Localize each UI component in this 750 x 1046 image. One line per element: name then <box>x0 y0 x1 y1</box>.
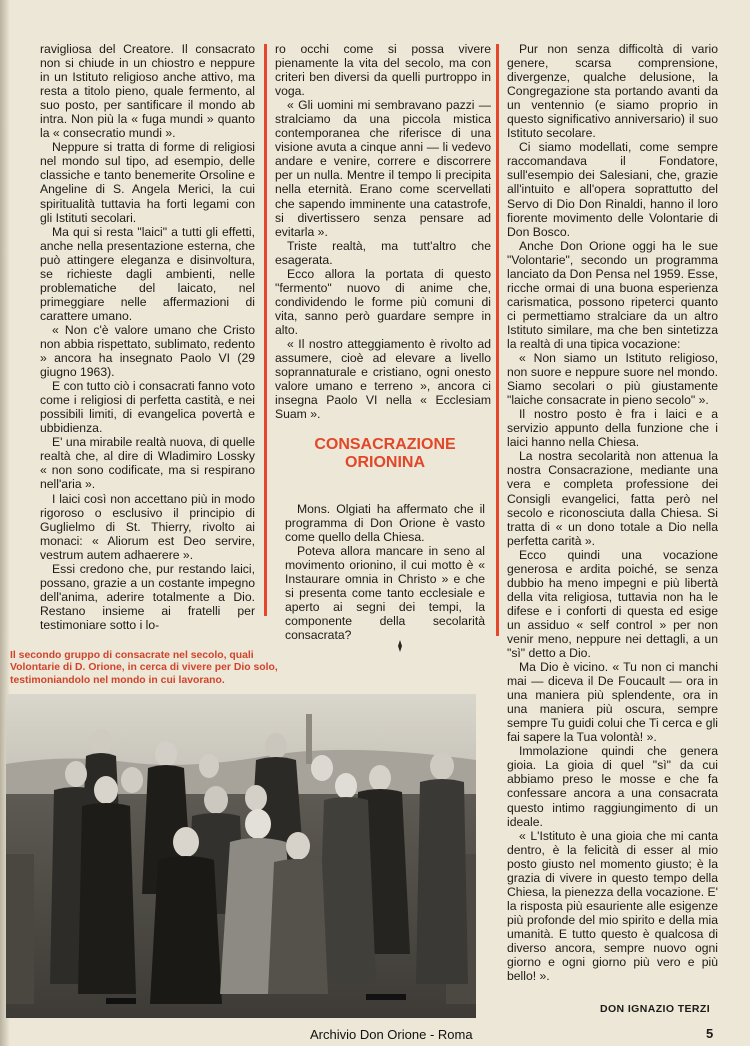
paragraph: Ma qui si resta "laici" a tutti gli effetti, anche nella presentazione esterna, che può attingere eleganza e disinvoltura, se richieste dagli ambienti, nelle problematiche del laicato, nel primeggiare nelle affermazioni di carattere umano. <box>40 224 255 323</box>
ornament-mark <box>398 640 402 652</box>
paragraph: Ecco allora la portata di questo "fermento" nuovo di anime che, condividendo le forme più comuni di vita, sanno però guardare sempre in alto. <box>275 266 491 337</box>
paragraph: I laici così non accettano più in modo rigoroso o esclusivo il principio di Guglielmo di St. Thierry, rivolto ai monaci: « Aliorum est Deo servire, vestrum autem adhaerere ». <box>40 491 255 562</box>
paragraph: Triste realtà, ma tutt'altro che esagerata. <box>275 238 491 267</box>
paragraph: ravigliosa del Creatore. Il consacrato non si chiude in un chiostro e neppure in un Istituto religioso anche attivo, ma resta a titolo pieno, quale fermento, al suo posto, per santificare il mondo ab intra. Non più la « fuga mundi » quanto la « consecratio mundi ». <box>40 42 255 141</box>
author-signature: DON IGNAZIO TERZI <box>600 1003 711 1015</box>
paragraph: « L'Istituto è una gioia che mi canta dentro, è la felicità di esser al mio posto giusto nel momento giusto; è la grazia di vivere in questo tempo della Chiesa, la pienezza della vocazione. E' la risposta più esauriente alle esigenze più profonde del mio spirito e della mia umanità. E tutto questo è qualcosa di diverso ancora, sempre nuovo ogni giorno e ogni giorno più vero e più bello! ». <box>507 828 718 984</box>
paragraph: « Gli uomini mi sembravano pazzi — stralciamo da una piccola mistica contemporanea che riferisce di una visione avuta a cinque anni — li vedevo andare e venire, correre e discorrere per un nulla. Mentre il tempo li precipita nella eternità. Erano come scervellati che sapendo imminente una catastrofe, si divertissero senza pensare ad evitarla ». <box>275 98 491 239</box>
paragraph: Poteva allora mancare in seno al movimento orionino, il cui motto è « Instaurare omnia in Christo » e che si presenta come tanto ecclesiale e aperto ai segni dei tempi, la componente della secolarità consacrata? <box>285 544 485 643</box>
section-heading: CONSACRAZIONE ORIONINA <box>314 436 456 471</box>
column-rule <box>496 44 499 636</box>
text-column-3 <box>507 42 718 983</box>
paragraph: « Il nostro atteggiamento è rivolto ad assumere, cioè ad elevare a livello soprannaturale e cristiano, ogni onesto valore umano e terreno », ancora ci insegna Paolo VI nella « Ecclesiam Suam ». <box>275 336 491 422</box>
paragraph: Ma Dio è vicino. « Tu non ci manchi mai — diceva il De Foucault — ora in una maniera più splendente, ora in una maniera più oscura, sempre sempre Tu guidi colui che Ti cerca e gli fai sapere la Tua volontà! ». <box>507 660 718 745</box>
group-photo <box>6 694 476 1018</box>
photo-caption: Il secondo gruppo di consacrate nel secolo, quali Volontarie di D. Orione, in cerca di vivere per Dio solo, testimoniandolo nel mondo in cui lavorano. <box>10 650 278 686</box>
paragraph: La nostra secolarità non attenua la nostra Consacrazione, mediante una vera e completa professione dei Consigli evangelici, fatta però nel secolo e riconosciuta dalla Chiesa. Si tratta di « un dono totale a Dio nella perfetta carità ». <box>507 449 718 548</box>
paragraph: Neppure si tratta di forme di religiosi nel mondo sul tipo, ad esempio, delle classiche e tanto benemerite Orsoline e Angeline di S. Angela Merici, la cui spiritualità tuttavia ha forti legami con gli Istituti secolari. <box>40 140 255 225</box>
page-number: 5 <box>706 1026 714 1041</box>
paragraph: « Non c'è valore umano che Cristo non abbia rispettato, sublimato, redento » ancora ha insegnato Paolo VI (29 giugno 1963). <box>40 322 255 380</box>
paragraph: Immolazione quindi che genera gioia. La gioia di quel "sì" da cui abbiamo preso le mosse e che fa confessare ancora a una consacrata questo intimo raggiungimento di un ideale. <box>507 744 718 829</box>
paragraph: Essi credono che, pur restando laici, possano, grazie a un costante impegno dell'anima, aderire totalmente a Dio. Restano insieme ai fratelli per testimoniare sotto i lo- <box>40 561 255 632</box>
paragraph: Anche Don Orione oggi ha le sue "Volontarie", secondo un programma lanciato da Don Pensa nel 1959. Esse, ricche ormai di una buona esperienza carismatica, possono ripeterci quanto ci permettiamo stralciare da un altro Istituto similare, ma che ben sintetizza la realtà di una tipica vocazione: <box>507 238 718 351</box>
text-column-1 <box>40 42 255 632</box>
archive-footer: Archivio Don Orione - Roma <box>310 1027 473 1042</box>
paragraph: Ci siamo modellati, come sempre raccomandava il Fondatore, sull'esempio dei Salesiani, che, grazie all'intuito e all'opera soprattutto del Servo di Dio Don Rinaldi, hanno il loro fiorente movimento delle Volontarie di Don Bosco. <box>507 140 718 239</box>
paragraph: Mons. Olgiati ha affermato che il programma di Don Orione è vasto come quello della Chiesa. <box>285 502 485 545</box>
paragraph: Pur non senza difficoltà di vario genere, scarsa comprensione, divergenze, qualche delusione, la Congregazione sta portando avanti da un ventennio (e siamo proprio in questo significativo anniversario) il suo Istituto secolare. <box>507 42 718 141</box>
paragraph: E' una mirabile realtà nuova, di quelle realtà che, al dire di Wladimiro Lossky « non sono codificate, ma si respirano nell'aria ». <box>40 435 255 492</box>
paragraph: E con tutto ciò i consacrati fanno voto come i religiosi di perfetta castità, e nei possibili limiti, di evangelica povertà e ubbidienza. <box>40 379 255 436</box>
text-column-2-lower <box>285 502 485 642</box>
paragraph: Ecco quindi una vocazione generosa e ardita poiché, se senza dubbio ha meno impegni e più libertà della vita religiosa, tuttavia non ha le difese e i conforti di questa ed esige un assiduo « self control » per non venir meno, neppure nei dettagli, a un "sì" detto a Dio. <box>507 547 718 661</box>
column-rule <box>264 44 267 616</box>
text-column-2 <box>275 42 491 421</box>
paragraph: « Non siamo un Istituto religioso, non suore e neppure suore nel mondo. Siamo secolari o più giustamente "laiche consacrate in pieno secolo" ». <box>507 351 718 408</box>
paragraph: Il nostro posto è fra i laici e a servizio appunto della funzione che i laici hanno nella Chiesa. <box>507 407 718 450</box>
paragraph: ro occhi come si possa vivere pienamente la vita del secolo, ma con criteri ben diversi da quelli purtroppo in voga. <box>275 42 491 99</box>
